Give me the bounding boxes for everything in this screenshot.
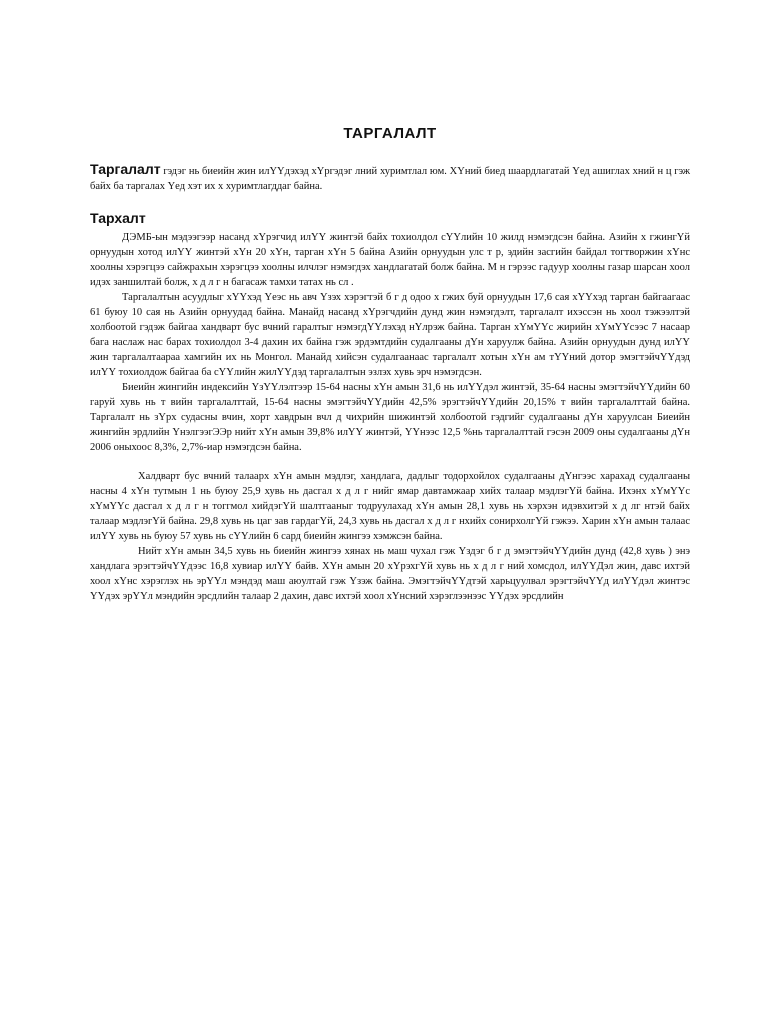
body-paragraph-4: Халдварт бус вчний талаарх хҮн амын мэдлэг, хандлага, дадлыг тодорхойлох судалгааны дҮнгээс харахад судалгааны насны 4 хҮн тутмын 1 нь буюу 25,9 хувь нь дасгал х д л г нийг ямар давтамжаар хийх талаар мэдлэгҮй байна. Ихэнх хҮмҮҮс хҮмҮҮс дасгал х д л г н тоггмол хийдэгҮй шалтгааныг тодруулахад хҮн амын 28,1 хувь нь хэрхэн идэвхитэй х д лг нтэй байх талаар мэдлэгҮй байна. 29,8 хувь нь цаг зав гардагҮй, 24,3 хувь нь дасгал х д л г нхийх сонирхолгҮй гэжээ. Харин хҮн амын талаас илҮҮ хувь нь буюу 57 хувь нь сҮҮлийн 6 сард биеийн жингээ хэмжсэн байна.	[90, 471, 690, 542]
body-paragraph-3: Биеийн жингийн индексийн ҮзҮҮлэлтээр 15-64 насны хҮн амын 31,6 нь илҮҮдэл жинтэй, 35-64 насны эмэгтэйчҮҮдийн 60 гаруй хувь нь т вийн таргалалттай, 15-64 насны эмэгтэйчҮҮдийн 42,5% эрэгтэйчҮҮдийн 20,15% т вийн таргалалттай байна. Таргалалт нь зҮрх судасны вчин, хорт хавдрын вчл д чихрийн шижинтэй холбоотой гэдгийг судалгааны дҮн харуулсан Биеийн жингийн эрдлийн ҮнэлгээгЭЭр нийт хҮн амын 39,8% илҮҮ жинтэй, ҮҮнээс 12,5 %нь таргалалттай гэсэн 2009 оны судалгааны дҮн 2006 оныхоос 8,3%, 2,7%-иар нэмэгдсэн байна.	[90, 382, 690, 453]
body-paragraph-2: Таргалалтын асуудлыг хҮҮхэд Үеэс нь авч Үзэх хэрэгтэй б г д одоо х гжих буй орнуудын 17,6 сая хҮҮхэд тарган байгаагаас 61 буюу 10 сая нь Азийн орнуудад байна. Манайд насанд хҮрэгчдийн дунд жин нэмэгдэлт, таргалалт ихэссэн нь хоол тэжээлтэй холбоотой гэдэж байгаа хандварт бус вчний гаралтыг нэмэгдҮҮлэхэд нҮлрэж байна. Тарган хҮмҮҮс жирийн хҮмҮҮсээс 7 насаар бага наслаж нас барах тохиолдол 3-4 дахин их байна гэж эрдэмтдийн судалгааны дҮн харуулж байна. Азийн орнуудын дунд илҮҮ жин таргалалтаараа хамгийн их нь Монгол. Манайд хийсэн судалгаанаас таргалалт хотын хҮн ам тҮҮний дотор эмэгтэйчҮҮдэд илҮҮ тохиолдож байгаа ба сҮҮлийн жилҮҮдэд таргалалтын эзлэх хувь эрч нэмэгдсэн.	[90, 292, 690, 378]
document-page	[90, 125, 690, 604]
intro-paragraph	[90, 162, 690, 194]
paragraph-gap	[90, 455, 690, 469]
intro-lead-word: Таргалалт	[90, 161, 161, 177]
intro-text: гэдэг нь биеийн жин илҮҮдэхэд хҮргэдэг лний хуримтлал юм. ХҮний биед шаардлагатай Үед ашиглах хний н ц гэж байх ба таргалах Үед хэт их х хуримтлагддаг байна.	[90, 166, 690, 192]
section-heading: Тархалт	[90, 210, 146, 226]
document-title: ТАРГАЛАЛТ	[343, 125, 437, 142]
body-paragraph-5: Нийт хҮн амын 34,5 хувь нь биеийн жингээ хянах нь маш чухал гэж Үздэг б г д эмэгтэйчҮҮдийн дунд (42,8 хувь ) энэ хандлага эрэгтэйчҮҮдээс 16,8 хувиар илҮҮ байв. ХҮн амын 20 хҮрэхгҮй хувь нь х д л г ний хомсдол, илҮҮДэл жин, давс ихтэй хоол хҮнс хэрэглэх нь эрҮҮл мэндэд маш аюултай гэж Үзэж байна. ЭмэгтэйчҮҮдтэй харьцуулвал эрэгтэйчҮҮд илҮҮдэл жинтэс ҮҮдэх эрҮҮл мэндийн эрсдлийн талаар 2 дахин, давс ихтэй хоол хҮнсний хэрэглээнээс ҮҮдэх эрсдлийн	[90, 546, 690, 602]
body-paragraph-1: ДЭМБ-ын мэдээгээр насанд хҮрэгчид илҮҮ жинтэй байх тохиолдол сҮҮлийн 10 жилд нэмэгдсэн байна. Азийн х гжингҮй орнуудын хотод илҮҮ жинтэй хҮн 20 хҮн, тарган хҮн 5 байна Азийн орнуудын улс т р, эдийн засгийн байдал тогтворжин хҮнс хоолны хэрэгцээ сайжрахын хэрэгцээ хоолны илчлэг нэмэгдэх хандлагатай болж байна. М н гэрээс гадуур хоолны газар шарсан хоол идэх заншилтай болж, х д л г н багасаж тамхи татах нь сл .	[90, 232, 690, 288]
